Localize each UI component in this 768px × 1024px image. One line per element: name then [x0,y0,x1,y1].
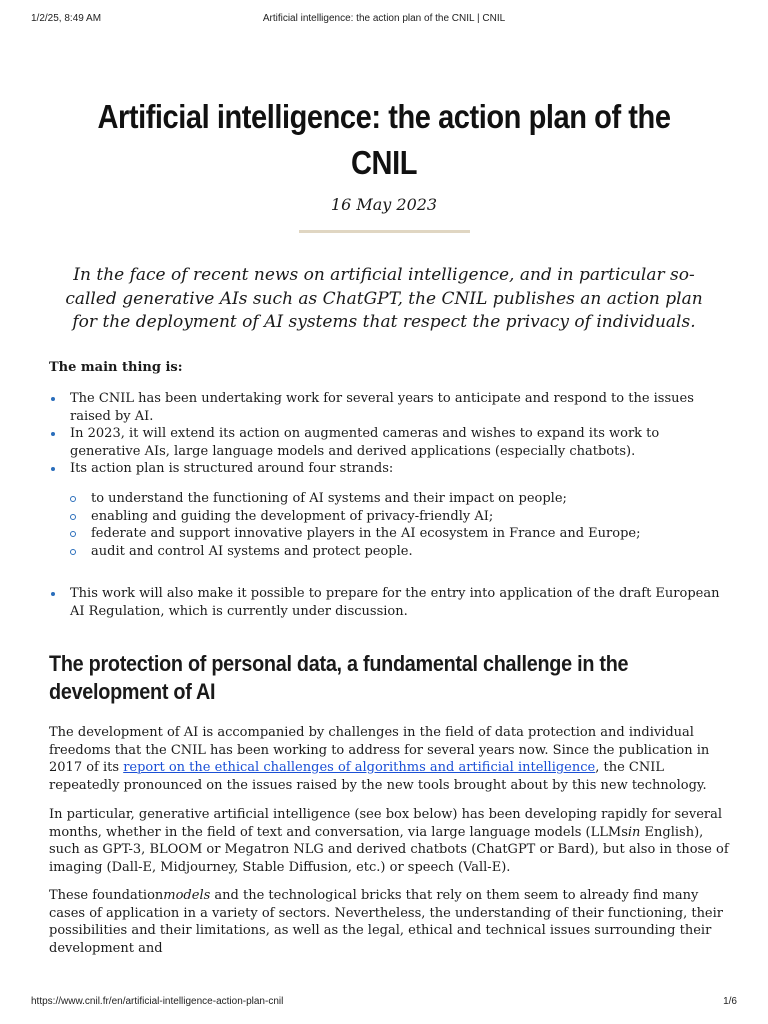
article-title: Artificial intelligence: the action plan of the CNIL [97,98,671,181]
article-date: 16 May 2023 [330,195,438,214]
main-thing-label: The main thing is: [49,360,183,375]
emphasis: in [627,824,641,840]
list-item: to understand the functioning of AI systems and their impact on people; [70,490,720,508]
list-item: Its action plan is structured around four strands: [49,460,729,478]
list-item: enabling and guiding the development of privacy-friendly AI; [70,508,720,526]
print-page-counter: 1/6 [723,996,737,1007]
emphasis: models [163,888,211,903]
paragraph [49,887,729,957]
list-item: federate and support innovative players in the AI ecosystem in France and Europe; [70,525,720,543]
print-url: https://www.cnil.fr/en/artificial-intelligence-action-plan-cnil [31,996,284,1007]
paragraph-text: , the CNIL repeatedly pronounced on the issues raised by the new tools brought about by this new technology. [49,760,707,793]
summary-list [49,390,729,478]
paragraph [49,724,729,794]
ethics-report-link[interactable]: report on the ethical challenges of algorithms and artificial intelligence [123,760,596,775]
paragraph-text: The development of AI is accompanied by challenges in the field of data protection and individual freedoms that the CNIL has been working to address for several years now. Since the publication in 2017 of its [49,725,710,775]
print-page-title: Artificial intelligence: the action plan of the CNIL | CNIL [262,13,506,24]
strands-list [70,490,720,560]
paragraph-text: These foundation [49,888,164,903]
paragraph-text: English), such as GPT-3, BLOOM or Megatron NLG and derived chatbots (ChatGPT or Bard), but also in those of imaging (Dall-E, Midjourney, Stable Diffusion, etc.) or speech (Vall-E). [49,824,729,875]
list-item: The CNIL has been undertaking work for several years to anticipate and respond to the issues raised by AI. [49,390,729,425]
summary-list-continued [49,585,729,620]
list-item: This work will also make it possible to prepare for the entry into application of the draft European AI Regulation, which is currently under discussion. [49,585,729,620]
section-heading: The protection of personal data, a fundamental challenge in the development of AI [49,651,629,704]
article-lead: In the face of recent news on artificial intelligence, and in particular so-called generative AIs such as ChatGPT, the CNIL publishes an action plan for the deployment of AI systems that respect the privacy of individuals. [65,265,703,332]
paragraph [49,806,729,876]
print-datetime: 1/2/25, 8:49 AM [31,13,102,24]
paragraph-text: In particular, generative artificial intelligence (see box below) has been developing rapidly for several months, whether in the field of text and conversation, via large language models (LLMs [49,807,723,840]
title-divider [299,230,470,233]
list-item: audit and control AI systems and protect people. [70,543,720,561]
paragraph-text: and the technological bricks that rely on them seem to already find many cases of application in a variety of sectors. Nevertheless, the understanding of their functioning, their possibilities and their limitations, as well as the legal, ethical and technical issues surrounding their development and [49,888,724,956]
list-item: In 2023, it will extend its action on augmented cameras and wishes to expand its work to generative AIs, large language models and derived applications (especially chatbots). [49,425,729,460]
